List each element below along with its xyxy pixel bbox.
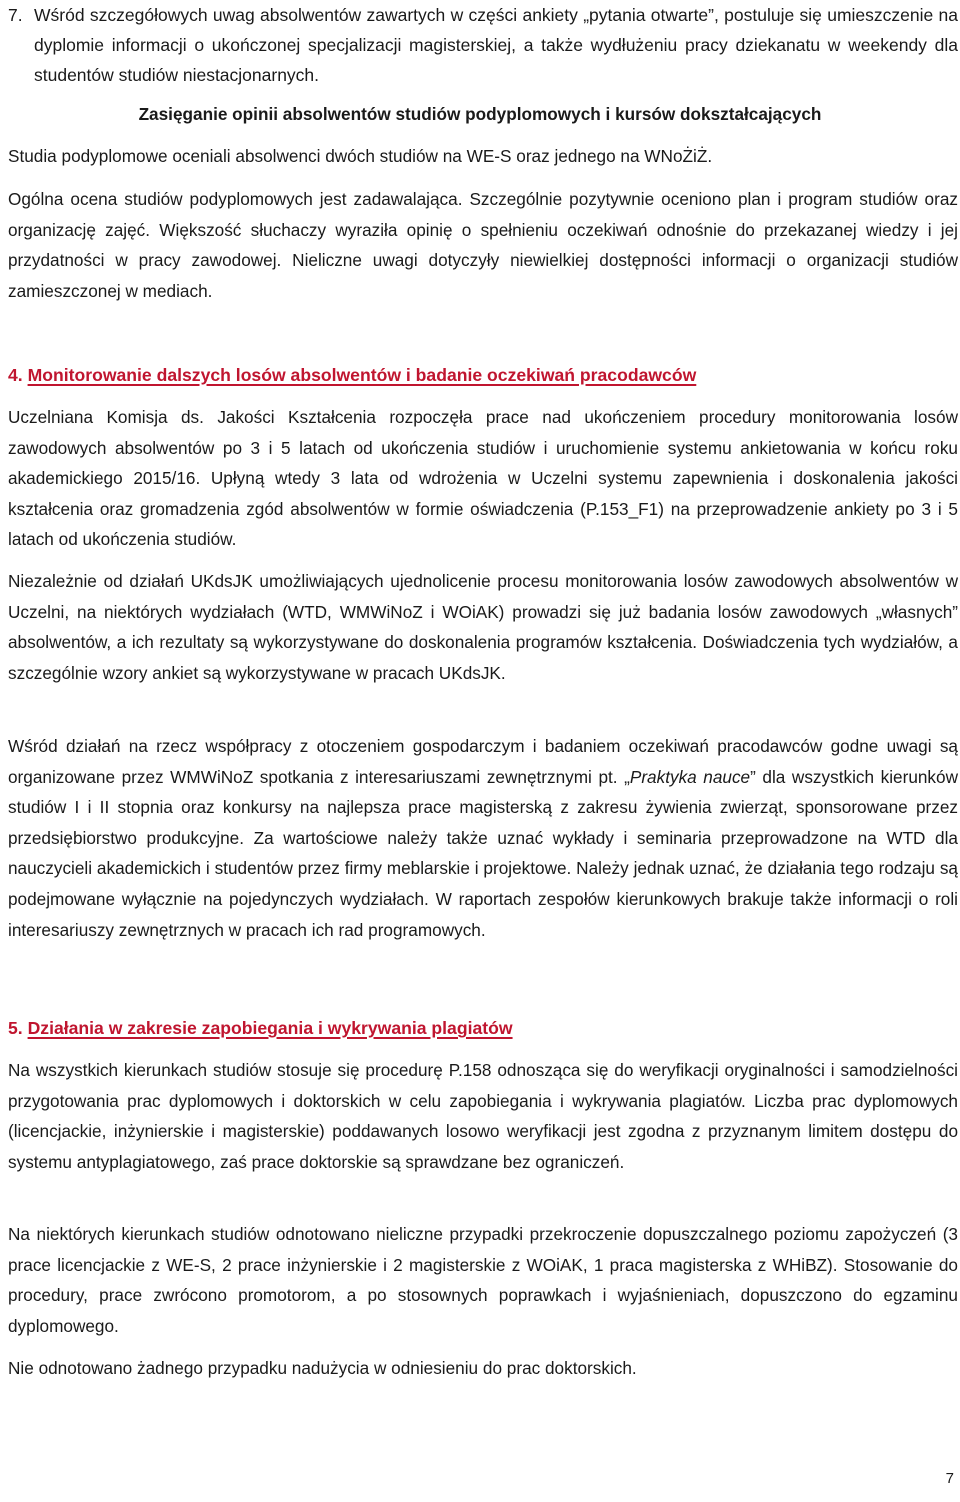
list-item-7 — [8, 0, 958, 90]
page-number: 7 — [945, 1470, 954, 1487]
section-4-paragraph-3 — [8, 731, 958, 945]
section-4-p3-end: ” dla wszystkich kierunków studiów I i II stopnia oraz konkursy na najlepsza prace magisterską z zakresu żywienia zwierząt, sponsorowane przez przedsiębiorstwo produkcyjne. Za wartościowe należy także uznać wykłady i seminaria przeprowadzone na WTD dla nauczycieli akademickich i studentów przez firmy meblarskie i projektowe. Należy jednak uznać, że działania tego rodzaju są podejmowane wyłącznie na pojedynczych wydziałach. W raportach zespołów kierunkowych brakuje także informacji o roli interesariuszy zewnętrznych w pracach ich rad programowych. — [8, 766, 958, 940]
section-4-title: Monitorowanie dalszych losów absolwentów i badanie oczekiwań pracodawców — [27, 365, 697, 385]
postgrad-paragraph-1: Studia podyplomowe oceniali absolwenci dwóch studiów na WE-S oraz jednego na WNoŻiŻ. — [8, 146, 713, 166]
praktyka-nauce-title: Praktyka nauce — [629, 766, 751, 787]
postgrad-heading: Zasięganie opinii absolwentów studiów podyplomowych i kursów dokształcających — [138, 104, 822, 124]
list-item-number: 7. — [8, 5, 23, 25]
section-5-paragraph-2: Na niektórych kierunkach studiów odnotowano nieliczne przypadki przekroczenie dopuszczalnego poziomu zapożyczeń (3 prace licencjackie z WE-S, 2 prace inżynierskie i 2 magisterskie z WOiAK, 1 praca magisterska z WHiBZ). Stosowanie do procedury, prace zwrócono promotorom, a po stosownych poprawkach i wyjaśnieniach, dopuszczono do egzaminu dyplomowego. — [8, 1224, 958, 1336]
section-4-paragraph-1: Uczelniana Komisja ds. Jakości Kształcenia rozpoczęła prace nad ukończeniem procedury monitorowania losów zawodowych absolwentów po 3 i 5 latach od ukończenia studiów i uruchomienie systemu ankietowania w końcu roku akademickiego 2015/16. Upłyną wtedy 3 lata od wdrożenia w Uczelni systemu zapewnienia i doskonalenia jakości kształcenia oraz gromadzenia zgód absolwentów w formie oświadczenia (P.153_F1) na przeprowadzenie ankiety po 3 i 5 latach od ukończenia studiów. — [8, 407, 958, 550]
section-4-paragraph-2: Niezależnie od działań UKdsJK umożliwiających ujednolicenie procesu monitorowania losów zawodowych absolwentów w Uczelni, na niektórych wydziałach (WTD, WMWiNoZ i WOiAK) prowadzi się już badania losów zawodowych „własnych” absolwentów, a ich rezultaty są wykorzystywane do doskonalenia programów kształcenia. Doświadczenia tych wydziałów, a szczególnie wzory ankiet są wykorzystywane w pracach UKdsJK. — [8, 571, 958, 683]
section-5-paragraph-1: Na wszystkich kierunkach studiów stosuje się procedurę P.158 odnosząca się do weryfikacji oryginalności i samodzielności przygotowania prac dyplomowych i doktorskich w celu zapobiegania i wykrywania plagiatów. Liczba prac dyplomowych (licencjackie, inżynierskie i magisterskie) poddawanych losowo weryfikacji jest zgodna z przyznanym limitem dostępu do systemu antyplagiatowego, zaś prace doktorskie są sprawdzane bez ograniczeń. — [8, 1060, 958, 1172]
section-5-title: Działania w zakresie zapobiegania i wykrywania plagiatów — [27, 1018, 513, 1038]
list-item-text: Wśród szczegółowych uwag absolwentów zawartych w części ankiety „pytania otwarte”, postuluje się umieszczenie na dyplomie informacji o ukończonej specjalizacji magisterskiej, a także wydłużeniu pracy dziekanatu w weekendy dla studentów studiów niestacjonarnych. — [34, 5, 958, 85]
postgrad-paragraph-2: Ogólna ocena studiów podyplomowych jest zadawalająca. Szczególnie pozytywnie oceniono plan i program studiów oraz organizację zajęć. Większość słuchaczy wyraziła opinię o spełnieniu oczekiwań odnośnie do przekazanej wiedzy i jej przydatności w pracy zawodowej. Nieliczne uwagi dotyczyły niewielkiej dostępności informacji o organizacji studiów zamieszczonej w mediach. — [8, 189, 958, 301]
section-4-p3-start: Wśród działań na rzecz współpracy z otoczeniem gospodarczym i badaniem oczekiwań pracodawców godne uwagi są organizowane przez WMWiNoZ spotkania z interesariuszami zewnętrznymi pt. „ — [8, 736, 958, 787]
section-5-number: 5. — [8, 1018, 23, 1038]
section-5-heading — [8, 1013, 958, 1043]
section-5-paragraph-3: Nie odnotowano żadnego przypadku nadużycia w odniesieniu do prac doktorskich. — [8, 1358, 637, 1378]
section-4-heading — [8, 360, 958, 390]
section-4-number: 4. — [8, 365, 23, 385]
